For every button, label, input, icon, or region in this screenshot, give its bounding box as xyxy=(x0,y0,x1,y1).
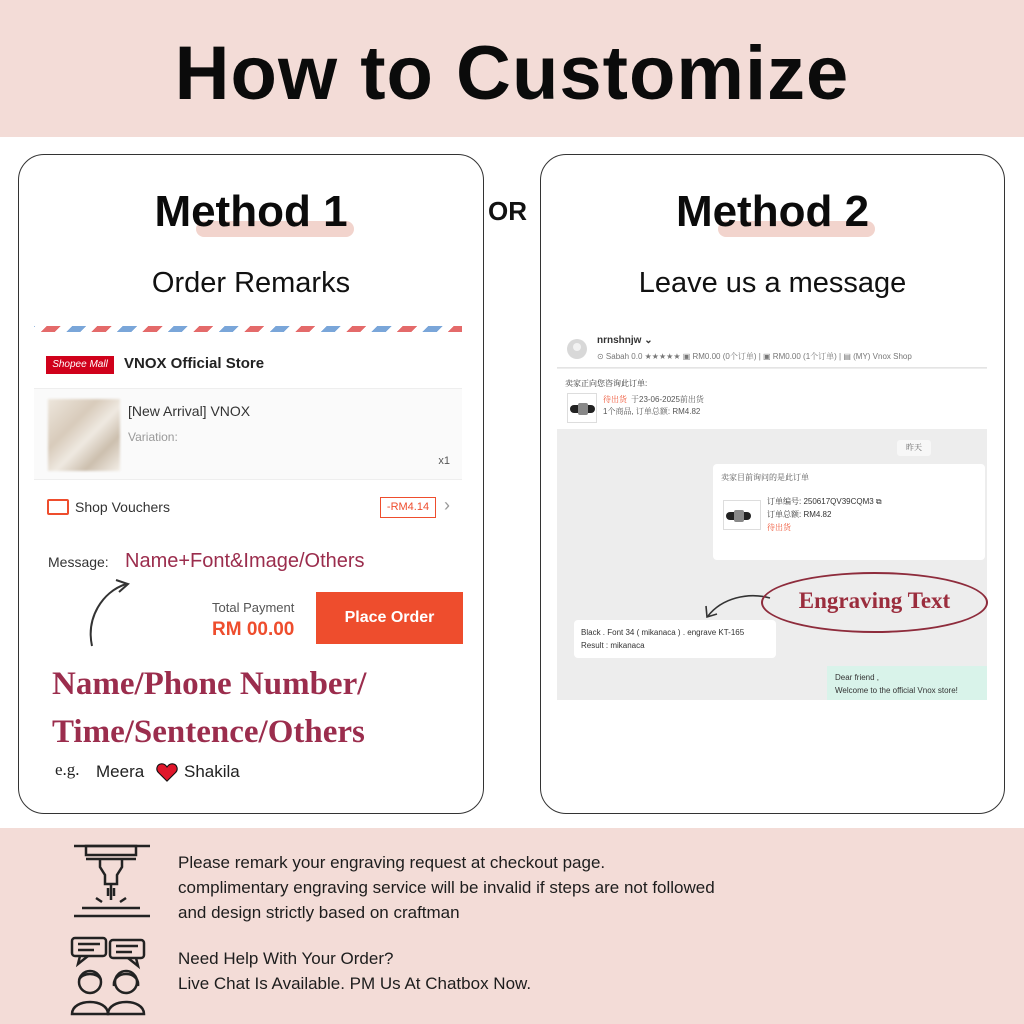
laser-engraver-icon xyxy=(72,842,152,922)
product-thumbnail xyxy=(723,500,761,530)
order-number[interactable]: 订单编号: 250617QV39CQM3 ⧉ xyxy=(767,497,882,506)
reply-line-2: Welcome to the official Vnox store! xyxy=(835,686,958,695)
examples-line-1: Name/Phone Number/ xyxy=(52,666,367,702)
total-payment-label: Total Payment xyxy=(212,600,295,615)
chat-buyer-meta: ⊙ Sabah 0.0 ★★★★★ ▣ RM0.00 (0个订单) | ▣ RM0.00 (1个订单) | ▤ (MY) Vnox Shop xyxy=(597,352,912,361)
inquiry-total: 1个商品, 订单总额: RM4.82 xyxy=(603,407,701,416)
time-divider: 昨天 xyxy=(897,440,931,456)
order-total: 订单总额: RM4.82 xyxy=(767,510,832,519)
example-name-2: Shakila xyxy=(184,762,240,781)
message-label: Message: xyxy=(48,554,109,570)
inquiry-date: 于23-06-2025前出货 xyxy=(631,395,704,404)
order-card-header: 卖家目前询问的是此订单 xyxy=(721,473,809,482)
method-2-subtitle: Leave us a message xyxy=(638,267,907,299)
store-name[interactable]: VNOX Official Store xyxy=(124,355,265,372)
chat-header xyxy=(557,326,987,368)
product-thumbnail xyxy=(48,399,120,471)
footer-line-1: Please remark your engraving request at checkout page. xyxy=(178,853,606,872)
airmail-border xyxy=(34,326,462,332)
footer-line-2: complimentary engraving service will be invalid if steps are not followed xyxy=(178,878,715,897)
examples-line-2: Time/Sentence/Others xyxy=(52,714,365,750)
page-title: How to Customize xyxy=(174,31,850,116)
message-field[interactable]: Name+Font&Image/Others xyxy=(125,550,365,572)
item-title: [New Arrival] VNOX xyxy=(128,403,251,419)
shop-vouchers-label[interactable]: Shop Vouchers xyxy=(75,499,170,515)
engraving-examples xyxy=(52,660,366,756)
item-variation: Variation: xyxy=(128,430,178,444)
method-2-title: Method 2 xyxy=(676,187,869,237)
item-quantity: x1 xyxy=(438,455,450,467)
curved-arrow-icon xyxy=(84,578,184,650)
footer-line-3: and design strictly based on craftman xyxy=(178,903,460,922)
product-thumbnail xyxy=(567,393,597,423)
store-reply xyxy=(827,666,987,700)
chevron-right-icon[interactable]: › xyxy=(444,495,450,515)
method-1-subtitle: Order Remarks xyxy=(151,267,351,299)
footer-line-5: Live Chat Is Available. PM Us At Chatbox Now. xyxy=(178,974,532,993)
order-card[interactable] xyxy=(713,464,985,560)
inquiry-status: 待出货 xyxy=(603,395,627,404)
checkout-screenshot xyxy=(34,326,464,656)
inquiry-title: 卖家正向您咨询此订单: xyxy=(565,379,648,388)
footer-line-4: Need Help With Your Order? xyxy=(178,949,394,968)
voucher-icon xyxy=(47,499,69,515)
order-inquiry[interactable] xyxy=(557,369,987,429)
chat-screenshot xyxy=(557,326,987,700)
avatar-icon[interactable] xyxy=(567,339,587,359)
or-label: OR xyxy=(488,196,527,226)
heart-icon xyxy=(156,762,178,782)
order-item[interactable] xyxy=(34,388,462,480)
engraving-text-label: Engraving Text xyxy=(798,588,951,613)
method-1-title: Method 1 xyxy=(154,187,347,237)
customer-message xyxy=(574,620,776,658)
chat-username[interactable]: nrnshnjw ⌄ xyxy=(597,335,653,346)
example-name-1: Meera xyxy=(96,762,145,781)
reply-line-1: Dear friend , xyxy=(835,673,880,682)
message-line-1: Black . Font 34 ( mikanaca ) . engrave KT-165 xyxy=(581,628,745,637)
eg-label: e.g. xyxy=(55,760,80,779)
place-order-button[interactable]: Place Order xyxy=(316,592,463,644)
total-payment-value: RM 00.00 xyxy=(212,619,295,640)
voucher-value[interactable]: -RM4.14 xyxy=(380,497,436,518)
message-line-2: Result : mikanaca xyxy=(581,641,645,650)
order-status: 待出货 xyxy=(767,523,791,532)
shopee-mall-badge: Shopee Mall xyxy=(46,356,114,374)
live-chat-icon xyxy=(68,934,150,1016)
